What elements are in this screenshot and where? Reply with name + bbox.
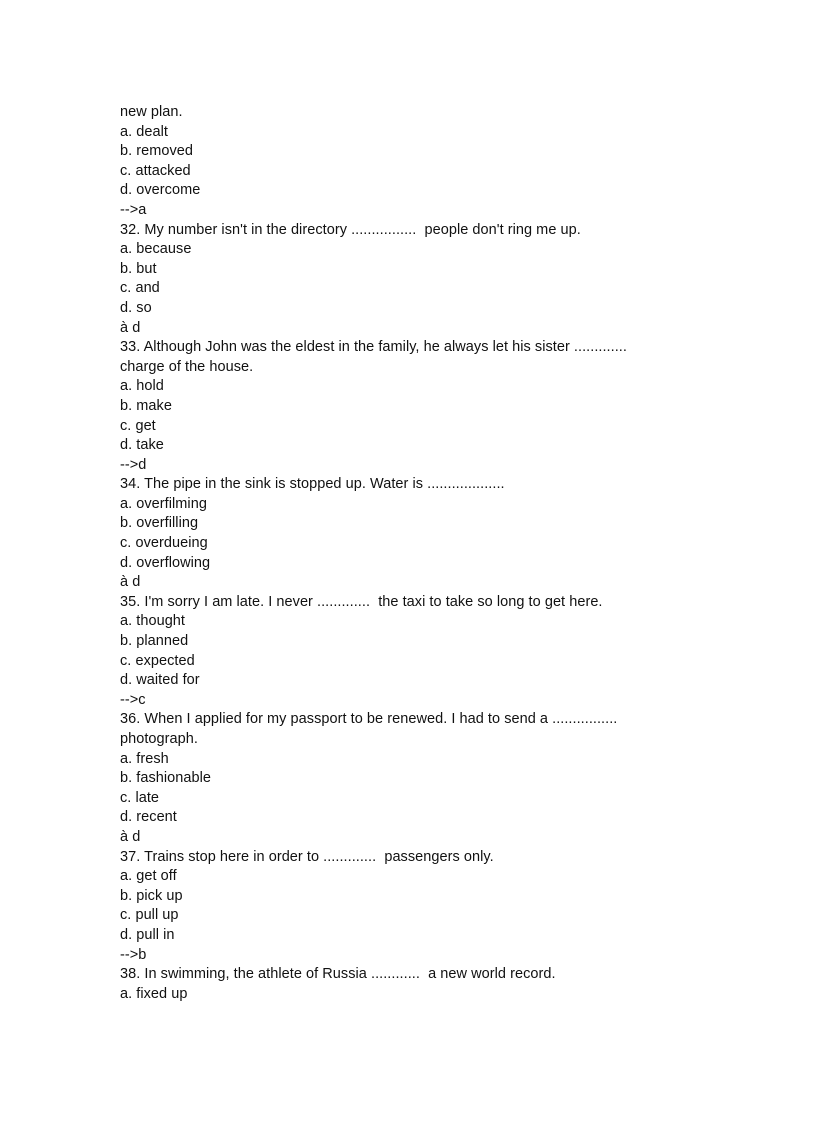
text-line: à d [120,574,141,591]
text-line: d. overflowing [120,554,211,571]
text-line: d. pull in [120,926,175,943]
text-line: b. planned [120,633,189,650]
text-line: -->c [120,691,146,708]
text-line: b. removed [120,143,194,160]
text-line: 33. Although John was the eldest in the family, he always let his sister ............. [120,339,627,356]
text-line: a. hold [120,378,164,395]
text-line: 35. I'm sorry I am late. I never ............. the taxi to take so long to get here. [120,593,603,610]
text-line: à d [120,828,141,845]
text-line: d. take [120,437,164,454]
text-line: a. thought [120,613,185,630]
text-line: c. expected [120,652,195,669]
text-line: d. overcome [120,182,201,199]
text-line: 36. When I applied for my passport to be renewed. I had to send a ................ [120,711,618,728]
text-line: a. overfilming [120,495,207,512]
text-line: new plan. [120,104,183,120]
text-line: 32. My number isn't in the directory ................ people don't ring me up. [120,221,581,238]
text-line: 38. In swimming, the athlete of Russia ............ a new world record. [120,966,556,983]
text-line: photograph. [120,731,198,747]
text-line: a. fixed up [120,985,188,1002]
text-line: a. get off [120,868,177,885]
text-line: b. but [120,260,157,277]
document-body [120,103,700,1004]
text-line: charge of the house. [120,358,254,375]
text-line: -->a [120,201,147,218]
text-line: à d [120,319,141,336]
text-line: c. and [120,280,160,297]
text-line: c. attacked [120,162,191,179]
text-line: b. make [120,397,172,414]
text-line: a. fresh [120,750,169,767]
text-line: -->d [120,456,147,473]
text-line: 37. Trains stop here in order to ............. passengers only. [120,848,494,865]
text-line: -->b [120,946,147,963]
text-line: c. get [120,417,156,434]
text-line: d. so [120,299,152,316]
text-line: a. because [120,241,192,258]
text-line: a. dealt [120,123,168,140]
text-line: b. overfilling [120,515,199,532]
text-line: c. overdueing [120,535,208,552]
text-line: c. pull up [120,907,179,924]
text-line: b. fashionable [120,770,211,787]
text-line: d. waited for [120,672,200,689]
text-line: c. late [120,789,160,806]
text-line: d. recent [120,809,177,826]
text-line: b. pick up [120,887,183,904]
text-line: 34. The pipe in the sink is stopped up. Water is ................... [120,476,505,493]
